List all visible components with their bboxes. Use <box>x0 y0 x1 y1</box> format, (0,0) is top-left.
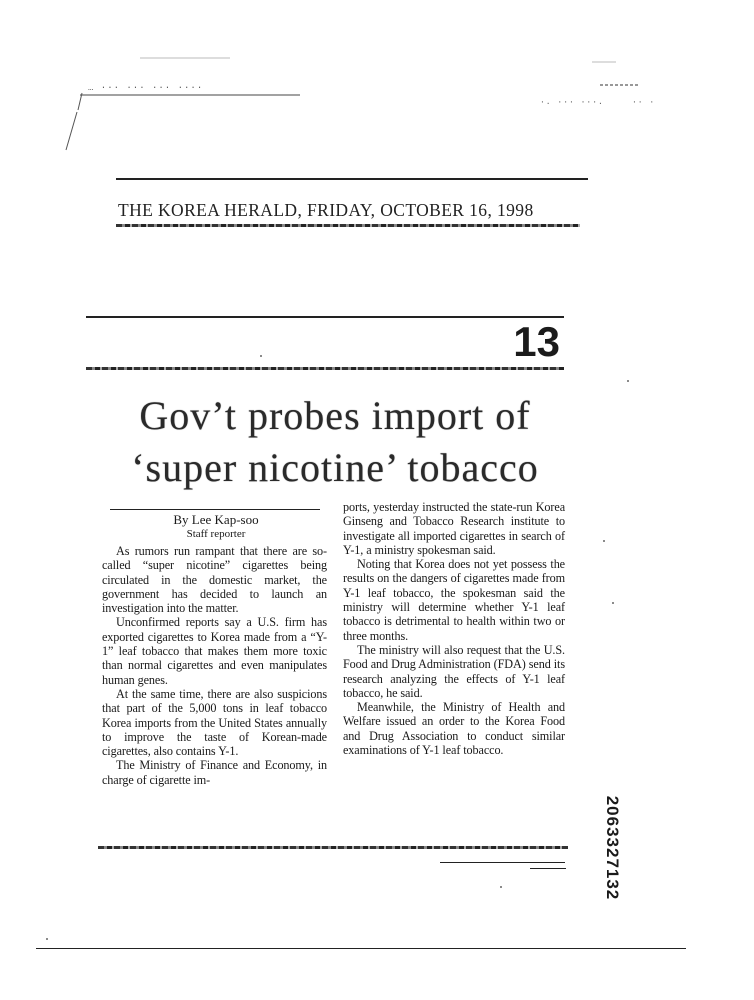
byline-role: Staff reporter <box>186 528 246 540</box>
paragraph: The ministry will also request that the U.S. Food and Drug Administration (FDA) send its research analyzing the effects of Y-1 leaf tobacco, he said. <box>343 642 565 700</box>
short-rule-2 <box>530 868 566 869</box>
masthead-top-rule <box>116 178 588 180</box>
byline <box>108 512 324 542</box>
paragraph: Meanwhile, the Ministry of Health and Welfare issued an order to the Korea Food and Drug Association to conduct similar examinations of Y-1 leaf tobacco. <box>343 700 565 758</box>
headline-line-1: Gov’t probes import of <box>139 393 531 438</box>
fax-corner-mark <box>0 0 754 160</box>
paragraph: The Ministry of Finance and Economy, in charge of cigarette im- <box>102 758 327 787</box>
article-column-2 <box>343 500 565 757</box>
paragraph: ports, yesterday instructed the state-run Korea Ginseng and Tobacco Research institute to investigate all imported cigarettes in search of Y-1, a ministry spokesman said. <box>343 500 565 557</box>
short-rule <box>440 862 565 863</box>
paragraph: As rumors run rampant that there are so-called “super nicotine” cigarettes being circulated in the domestic market, the government has decided to launch an investigation into the matter. <box>102 544 327 616</box>
page-number-rule <box>86 367 564 370</box>
article-bottom-rule <box>98 846 568 849</box>
byline-rule <box>110 509 320 510</box>
fax-header-text: … ··· ··· ··· ···· <box>88 83 204 93</box>
article-column-1 <box>102 544 327 787</box>
scan-speck <box>500 886 502 888</box>
headline-line-2: ‘super nicotine’ tobacco <box>131 445 539 490</box>
masthead: THE KOREA HERALD, FRIDAY, OCTOBER 16, 1998 <box>118 200 534 220</box>
document-id: 2063327132 <box>603 795 622 901</box>
scan-speck <box>260 355 262 357</box>
fax-right-text-2: ·· · <box>632 98 656 107</box>
byline-author: By Lee Kap-soo <box>173 512 259 527</box>
fax-right-text: ·. ··· ···. <box>540 98 604 107</box>
masthead-bottom-rule <box>116 224 580 227</box>
scan-speck <box>627 380 629 382</box>
paragraph: At the same time, there are also suspicions that part of the 5,000 tons in leaf tobacco Korea imports from the United States annually to improve the taste of Korean-made cigarettes, also contains Y-1. <box>102 686 327 759</box>
scan-speck <box>603 540 605 542</box>
page-top-rule <box>86 316 564 318</box>
page-bottom-rule <box>36 948 686 949</box>
scan-speck <box>612 602 614 604</box>
page-number: 13 <box>513 318 560 365</box>
paragraph: Noting that Korea does not yet possess the results on the dangers of cigarettes made from Y-1 leaf tobacco, the spokesman said the ministry will determine whether Y-1 leaf tobacco is detrimental to health within two or three months. <box>343 557 565 643</box>
paragraph: Unconfirmed reports say a U.S. firm has exported cigarettes to Korea made from a “Y-1” leaf tobacco that makes them more toxic than normal cigarettes and even manipulates human genes. <box>102 615 327 687</box>
scan-speck <box>46 938 48 940</box>
